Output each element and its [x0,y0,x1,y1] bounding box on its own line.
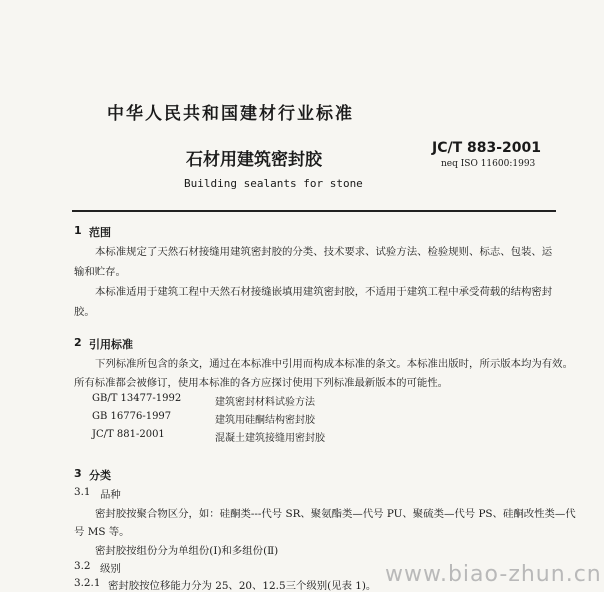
ref-name: 混凝土建筑接缝用密封胶 [215,433,325,444]
section-3-2-1-number: 3.2.1 [74,577,101,589]
document-title: 石材用建筑密封胶 [186,150,322,170]
section-3-1-line3: 密封胶按组份分为单组份(Ⅰ)和多组份(Ⅱ) [95,545,279,557]
standard-category: 中华人民共和国建材行业标准 [107,104,354,124]
section-1-para1-line1: 本标准规定了天然石材接缝用建筑密封胶的分类、技术要求、试验方法、检验规则、标志、包装、运 [95,246,553,258]
ref-name: 建筑密封材料试验方法 [215,397,315,408]
section-3-2-title: 级别 [100,563,121,575]
site-watermark: www.biao-zhun.cn [385,562,602,587]
section-3-2-number: 3.2 [74,560,91,572]
section-1-para2-line1: 本标准适用于建筑工程中天然石材接缝嵌填用建筑密封胶，不适用于建筑工程中承受荷载的结构密封 [95,286,553,298]
ref-code: GB/T 13477-1992 [92,393,182,404]
equivalent-standard: neq ISO 11600:1993 [441,159,536,169]
section-2-title: 引用标准 [89,338,133,351]
section-1-para2-line2: 胶。 [74,306,95,318]
ref-code: JC/T 881-2001 [92,429,165,440]
section-3-number: 3 [74,467,82,480]
section-3-2-1-text: 密封胶按位移能力分为 25、20、12.5三个级别(见表 1)。 [108,580,377,592]
ref-code: GB 16776-1997 [92,411,172,422]
section-3-title: 分类 [89,469,111,482]
section-1-para1-line2: 输和贮存。 [74,266,126,278]
document-subtitle: Building sealants for stone [184,177,363,190]
standard-number: JC/T 883-2001 [432,140,542,156]
section-3-1-line1: 密封胶按聚合物区分，如：硅酮类---代号 SR、聚氨酯类—代号 PU、聚硫类—代号 PS、硅酮改性类—代 [95,508,576,520]
section-1-title: 范围 [89,226,111,239]
section-3-1-line2: 号 MS 等。 [74,526,130,538]
section-1-number: 1 [74,224,82,237]
section-3-1-title: 品种 [100,489,121,501]
section-3-1-number: 3.1 [74,486,91,498]
ref-name: 建筑用硅酮结构密封胶 [215,415,315,426]
section-2-number: 2 [74,336,82,349]
header-divider [72,210,556,212]
section-2-para-line2: 所有标准都会被修订，使用本标准的各方应探讨使用下列标准最新版本的可能性。 [74,377,449,389]
section-2-para-line1: 下列标准所包含的条文，通过在本标准中引用而构成本标准的条文。本标准出版时，所示版本均为有效。 [95,358,573,370]
